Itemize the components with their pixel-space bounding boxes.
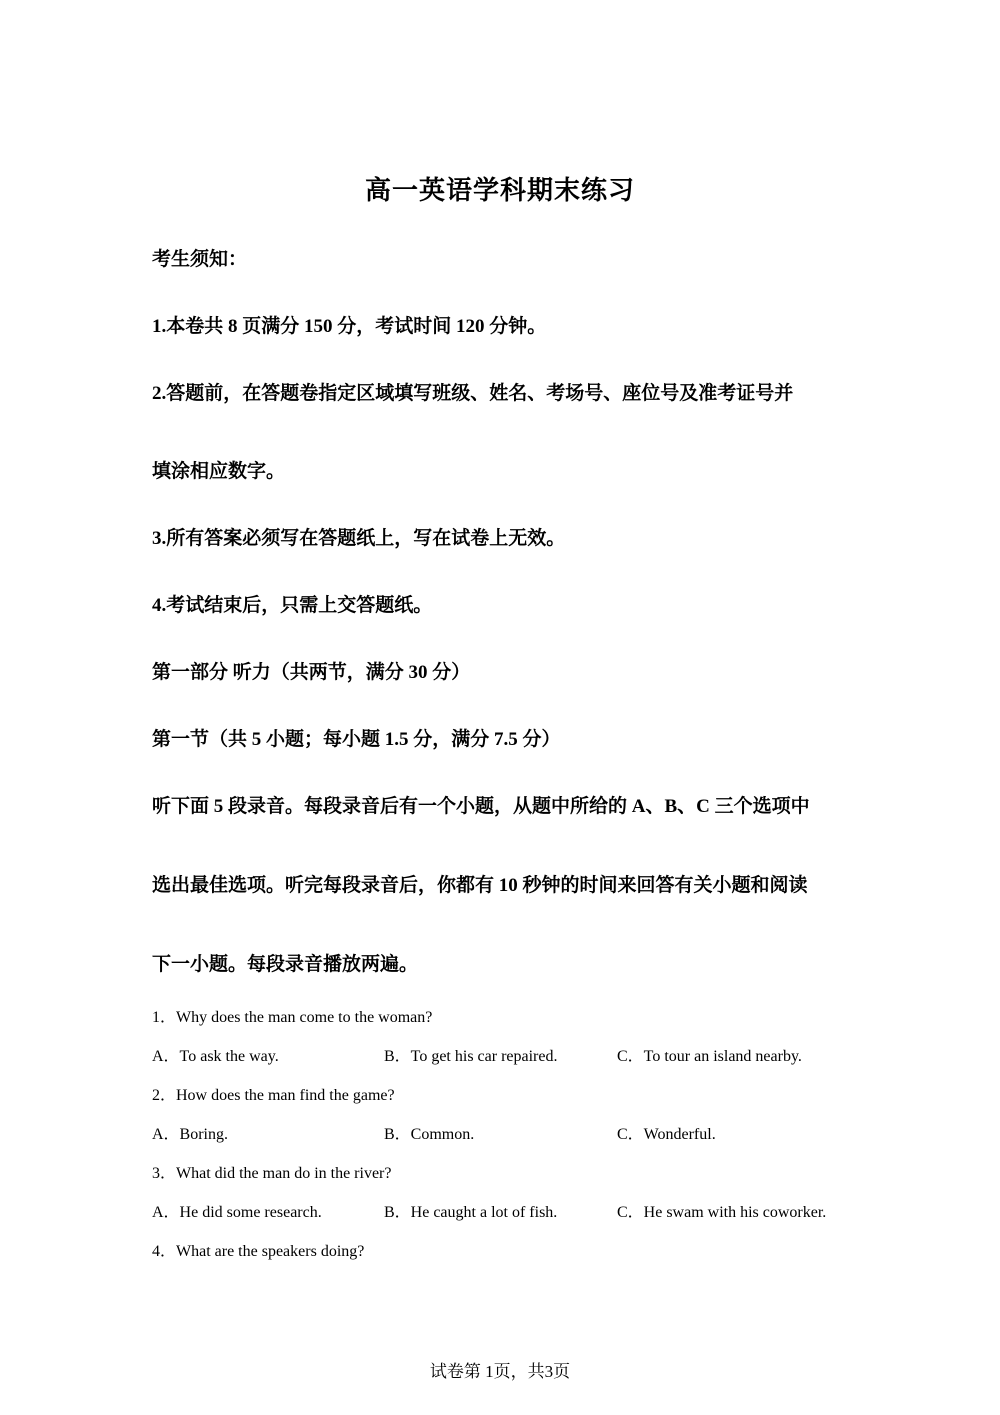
page-footer: 试卷第 1页，共3页 <box>429 1362 571 1381</box>
notice-heading: 考生须知： <box>152 249 248 270</box>
question-2-option-c: C．Wonderful. <box>617 1126 716 1143</box>
question-4-stem: 4．What are the speakers doing? <box>152 1243 365 1260</box>
exam-title: 高一英语学科期末练习 <box>364 176 635 205</box>
notice-item-2: 2.答题前，在答题卷指定区域填写班级、姓名、考场号、座位号及准考证号并 <box>152 383 794 404</box>
question-1-option-b: B．To get his car repaired. <box>384 1048 558 1065</box>
question-1-option-a: A．To ask the way. <box>152 1048 279 1065</box>
instructions-line-1: 听下面 5 段录音。每段录音后有一个小题，从题中所给的 A、B、C 三个选项中 <box>152 796 810 817</box>
question-1-option-c: C．To tour an island nearby. <box>617 1048 802 1065</box>
part1-heading: 第一部分 听力（共两节，满分 30 分） <box>152 662 471 683</box>
instructions-line-3: 下一小题。每段录音播放两遍。 <box>152 954 419 975</box>
question-3-option-a: A．He did some research. <box>152 1204 322 1221</box>
question-3-stem: 3．What did the man do in the river? <box>152 1165 392 1182</box>
instructions-line-2: 选出最佳选项。听完每段录音后，你都有 10 秒钟的时间来回答有关小题和阅读 <box>152 875 808 896</box>
section1-heading: 第一节（共 5 小题；每小题 1.5 分，满分 7.5 分） <box>152 729 561 750</box>
notice-item-1: 1.本卷共 8 页满分 150 分，考试时间 120 分钟。 <box>152 316 547 337</box>
notice-item-4: 4.考试结束后，只需上交答题纸。 <box>152 595 433 616</box>
question-2-stem: 2．How does the man find the game? <box>152 1087 395 1104</box>
question-3-option-c: C．He swam with his coworker. <box>617 1204 827 1221</box>
question-3-option-b: B．He caught a lot of fish. <box>384 1204 558 1221</box>
question-2-option-a: A．Boring. <box>152 1126 229 1143</box>
question-2-option-b: B．Common. <box>384 1126 475 1143</box>
notice-item-2-cont: 填涂相应数字。 <box>152 461 286 482</box>
notice-item-3: 3.所有答案必须写在答题纸上，写在试卷上无效。 <box>152 528 566 549</box>
question-1-stem: 1．Why does the man come to the woman? <box>152 1009 433 1026</box>
